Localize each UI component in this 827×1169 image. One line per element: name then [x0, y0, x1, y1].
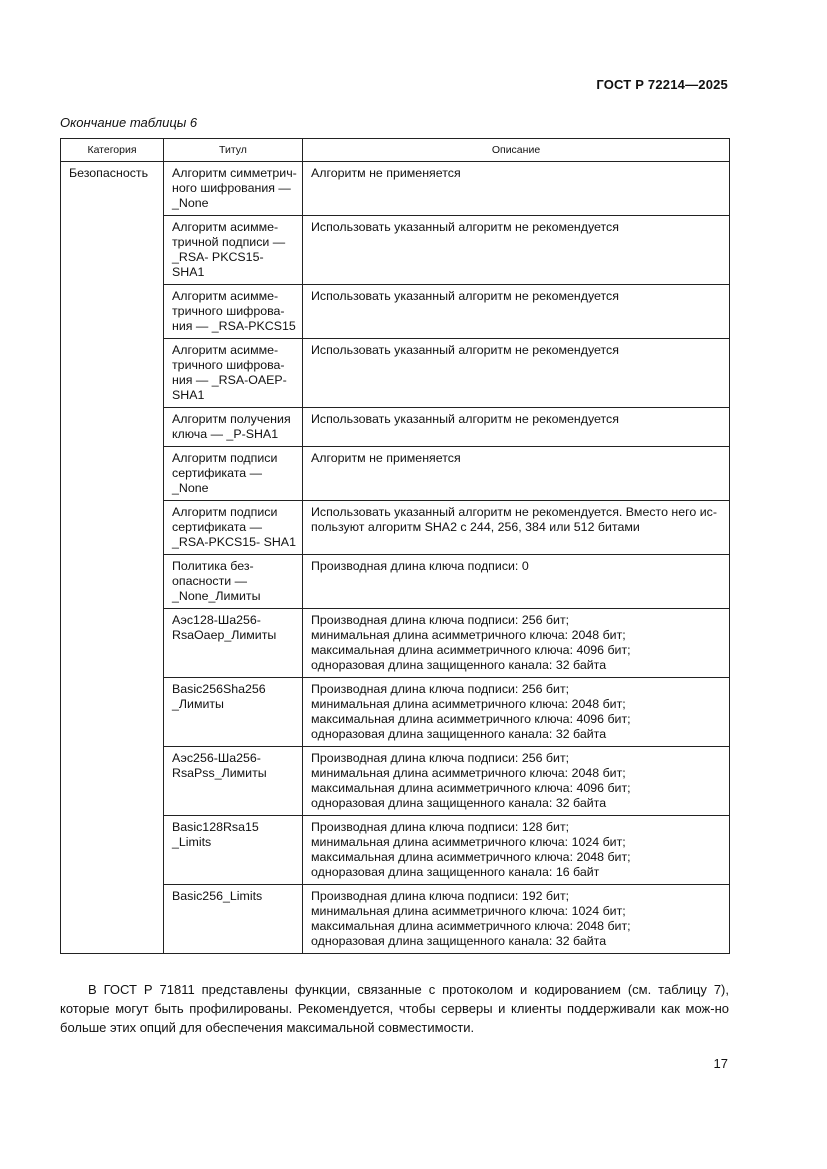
- description-cell: Производная длина ключа подписи: 192 бит; минимальная длина асимметричного ключа: 1024 бит; максимальная длина асимметричного ключа: 2048 бит; одноразовая длина защищенного канала: 32 байта: [303, 885, 730, 954]
- description-cell: Использовать указанный алгоритм не рекомендуется: [303, 408, 730, 447]
- title-cell: Basic256_Limits: [164, 885, 303, 954]
- title-cell: Алгоритм асимме- тричного шифрова- ния — _RSA-PKCS15: [164, 285, 303, 339]
- description-cell: Алгоритм не применяется: [303, 447, 730, 501]
- title-cell: Алгоритм симметрич- ного шифрования — _None: [164, 162, 303, 216]
- table-caption: Окончание таблицы 6: [60, 115, 198, 130]
- title-cell: Basic128Rsa15 _Limits: [164, 816, 303, 885]
- title-cell: Алгоритм получения ключа — _P-SHA1: [164, 408, 303, 447]
- description-cell: Использовать указанный алгоритм не рекомендуется: [303, 216, 730, 285]
- table-header-row: [61, 139, 730, 162]
- description-cell: Производная длина ключа подписи: 128 бит; минимальная длина асимметричного ключа: 1024 бит; максимальная длина асимметричного ключа: 2048 бит; одноразовая длина защищенного канала: 16 байт: [303, 816, 730, 885]
- column-header-title: Титул: [164, 139, 303, 162]
- title-cell: Аэс256-Ша256- RsaPss_Лимиты: [164, 747, 303, 816]
- description-cell: Использовать указанный алгоритм не рекомендуется. Вместо него ис- пользуют алгоритм SHA2 с 244, 256, 384 или 512 битами: [303, 501, 730, 555]
- description-cell: Производная длина ключа подписи: 256 бит; минимальная длина асимметричного ключа: 2048 бит; максимальная длина асимметричного ключа: 4096 бит; одноразовая длина защищенного канала: 32 байта: [303, 747, 730, 816]
- column-header-description: Описание: [303, 139, 730, 162]
- category-cell: Безопасность: [61, 162, 164, 954]
- description-cell: Использовать указанный алгоритм не рекомендуется: [303, 339, 730, 408]
- body-paragraph: В ГОСТ Р 71811 представлены функции, связанные с протоколом и кодированием (см. таблицу 7), которые могут быть профилированы. Рекомендуется, чтобы серверы и клиенты поддерживали как мож-но больше этих опций для обеспечения максимальной совместимости.: [60, 982, 729, 1035]
- title-cell: Аэс128-Ша256- RsaOaep_Лимиты: [164, 609, 303, 678]
- document-id: ГОСТ Р 72214—2025: [596, 77, 728, 92]
- description-cell: Производная длина ключа подписи: 0: [303, 555, 730, 609]
- description-cell: Алгоритм не применяется: [303, 162, 730, 216]
- title-cell: Алгоритм асимме- тричной подписи — _RSA- PKCS15- SHA1: [164, 216, 303, 285]
- column-header-category: Категория: [61, 139, 164, 162]
- title-cell: Политика без- опасности — _None_Лимиты: [164, 555, 303, 609]
- description-cell: Использовать указанный алгоритм не рекомендуется: [303, 285, 730, 339]
- table-row: [61, 162, 730, 216]
- title-cell: Basic256Sha256 _Лимиты: [164, 678, 303, 747]
- description-cell: Производная длина ключа подписи: 256 бит; минимальная длина асимметричного ключа: 2048 бит; максимальная длина асимметричного ключа: 4096 бит; одноразовая длина защищенного канала: 32 байта: [303, 609, 730, 678]
- page-number: 17: [713, 1056, 728, 1071]
- title-cell: Алгоритм асимме- тричного шифрова- ния — _RSA-OAEP- SHA1: [164, 339, 303, 408]
- title-cell: Алгоритм подписи сертификата — _RSA-PKCS15- SHA1: [164, 501, 303, 555]
- description-cell: Производная длина ключа подписи: 256 бит; минимальная длина асимметричного ключа: 2048 бит; максимальная длина асимметричного ключа: 4096 бит; одноразовая длина защищенного канала: 32 байта: [303, 678, 730, 747]
- table-body: [61, 162, 730, 954]
- title-cell: Алгоритм подписи сертификата — _None: [164, 447, 303, 501]
- security-algorithms-table: [60, 138, 730, 954]
